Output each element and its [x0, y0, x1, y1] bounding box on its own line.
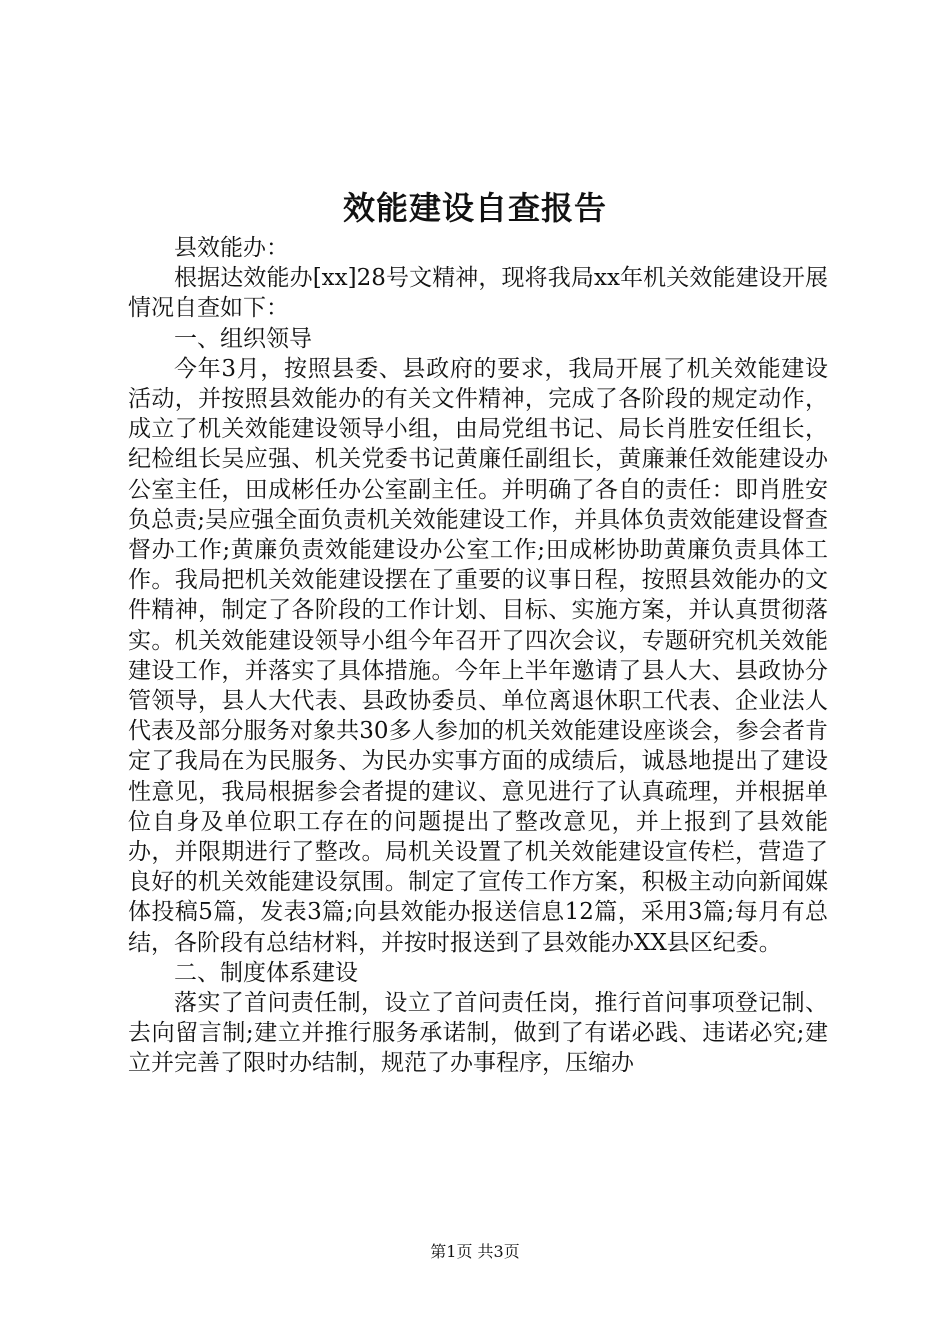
page-number: 第1页 共3页 [430, 1242, 520, 1261]
section-heading-system: 二、制度体系建设 [174, 959, 358, 986]
document-title: 效能建设自查报告 [342, 189, 607, 227]
organization-paragraph: 今年3月，按照县委、县政府的要求，我局开展了机关效能建设活动，并按照县效能办的有关文件精神，完成了各阶段的规定动作，成立了机关效能建设领导小组，由局党组书记、局长肖胜安任组长，纪检组长吴应强、机关党委书记黄廉任副组长，黄廉兼任效能建设办公室主任，田成彬任办公室副主任。并明确了各自的责任：即肖胜安负总责;吴应强全面负责机关效能建设工作，并具体负责效能建设督查督办工作;黄廉负责效能建设办公室工作;田成彬协助黄廉负责具体工作。我局把机关效能建设摆在了重要的议事日程，按照县效能办的文件精神，制定了各阶段的工作计划、目标、实施方案，并认真贯彻落实。机关效能建设领导小组今年召开了四次会议，专题研究机关效能建设工作，并落实了具体措施。今年上半年邀请了县人大、县政协分管领导，县人大代表、县政协委员、单位离退休职工代表、企业法人代表及部分服务对象共30多人参加的机关效能建设座谈会，参会者肯定了我局在为民服务、为民办实事方面的成绩后，诚恳地提出了建设性意见，我局根据参会者提的建议、意见进行了认真疏理，并根据单位自身及单位职工存在的问题提出了整改意见，并上报到了县效能办，并限期进行了整改。局机关设置了机关效能建设宣传栏，营造了良好的机关效能建设氛围。制定了宣传工作方案，积极主动向新闻媒体投稿5篇，发表3篇;向县效能办报送信息12篇，采用3篇;每月有总结，各阶段有总结材料，并按时报送到了县效能办XX县区纪委。 [128, 355, 828, 956]
salutation: 县效能办： [174, 235, 289, 261]
section-heading-organization: 一、组织领导 [174, 325, 312, 352]
system-paragraph: 落实了首问责任制，设立了首问责任岗，推行首问事项登记制、去向留言制;建立并推行服务承诺制，做到了有诺必践、违诺必究;建立并完善了限时办结制，规范了办事程序，压缩办 [128, 990, 828, 1077]
intro-paragraph: 根据达效能办[xx]28号文精神，现将我局xx年机关效能建设开展情况自查如下： [128, 265, 828, 322]
document-body [128, 233, 828, 1079]
